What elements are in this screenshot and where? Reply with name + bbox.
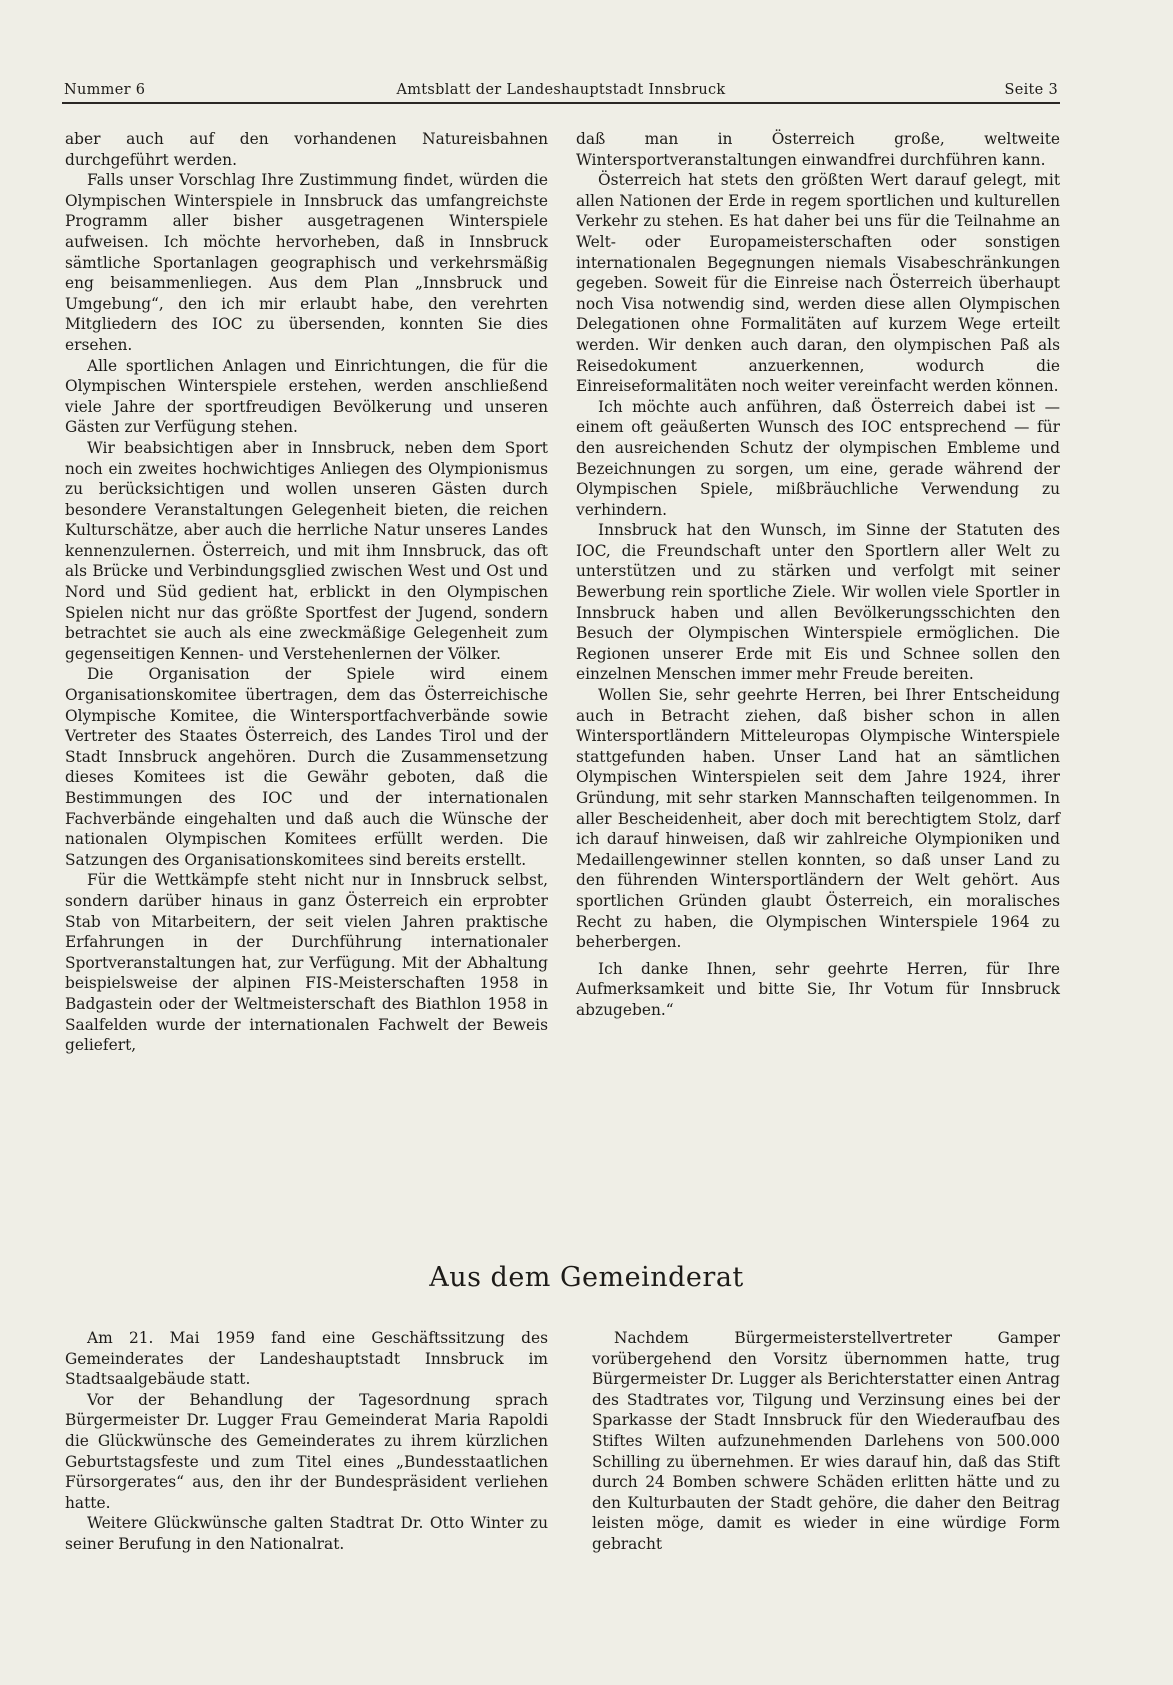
paragraph: daß man in Österreich große, weltweite Wintersportveranstaltungen einwandfrei durchführen kann. [576,130,1060,169]
paragraph: Wir beabsichtigen aber in Innsbruck, neben dem Sport noch ein zweites hochwichtiges Anliegen des Olympionismus zu berücksichtigen und wollen unseren Gästen durch besondere Veranstaltungen Gelegenheit bieten, die reichen Kulturschätze, aber auch die herrliche Natur unseres Landes kennenzulernen. Österreich, und mit ihm Innsbruck, das oft als Brücke und Verbindungsglied zwischen West und Ost und Nord und Süd gedient hat, erblickt in den Olympischen Spielen nicht nur das größte Sportfest der Jugend, sondern betrachtet sie auch als eine zweckmäßige Gelegenheit zum gegenseitigen Kennen- und Verstehenlernen der Völker. [65,438,548,663]
paragraph: Für die Wettkämpfe steht nicht nur in Innsbruck selbst, sondern darüber hinaus in ganz Österreich ein erprobter Stab von Mitarbeitern, der seit vielen Jahren praktische Erfahrungen in der Durchführung internationaler Sportveranstaltungen hat, zur Verfügung. Mit der Abhaltung beispielsweise der alpinen FIS-Meisterschaften 1958 in Badgastein oder der Weltmeisterschaft des Biathlon 1958 in Saalfelden wurde der internationalen Fachwelt der Beweis geliefert, [65,871,548,1055]
page-header [62,80,1060,104]
paragraph: aber auch auf den vorhandenen Natureisbahnen durchgeführt werden. [65,130,548,169]
speech-right-column [576,129,1060,1021]
paragraph: Österreich hat stets den größten Wert darauf gelegt, mit allen Nationen der Erde in regem sportlichen und kulturellen Verkehr zu stehen. Es hat daher bei uns für die Teilnahme an Welt- oder Europameisterschaften oder sonstigen internationalen Begegnungen niemals Visabeschränkungen gegeben. Soweit für die Einreise nach Österreich überhaupt noch Visa notwendig sind, werden diese allen Olympischen Delegationen ohne Formalitäten auf kurzem Wege erteilt werden. Wir denken auch daran, den olympischen Paß als Reisedokument anzuerkennen, wodurch die Einreiseformalitäten noch weiter vereinfacht werden können. [576,171,1060,396]
page-number: Seite 3 [1004,82,1058,98]
council-left-column [65,1328,548,1555]
council-right-column [592,1328,1060,1555]
speech-left-column [65,129,548,1056]
paragraph: Alle sportlichen Anlagen und Einrichtungen, die für die Olympischen Winterspiele erstehen, werden anschließend viele Jahre der sportfreudigen Bevölkerung und unseren Gästen zur Verfügung stehen. [65,356,548,437]
paragraph: Weitere Glückwünsche galten Stadtrat Dr. Otto Winter zu seiner Berufung in den Nationalrat. [65,1514,548,1553]
paragraph: Vor der Behandlung der Tagesordnung sprach Bürgermeister Dr. Lugger Frau Gemeinderat Maria Rapoldi die Glückwünsche des Gemeinderates zu ihrem kürzlichen Geburtstagsfeste und zum Titel eines „Bundesstaatlichen Fürsorgerates“ aus, den ihr der Bundespräsident verliehen hatte. [65,1390,548,1512]
publication-title: Amtsblatt der Landeshauptstadt Innsbruck [396,82,726,98]
paragraph: Ich danke Ihnen, sehr geehrte Herren, für Ihre Aufmerksamkeit und bitte Sie, Ihr Votum für Innsbruck abzugeben.“ [576,959,1060,1019]
issue-number: Nummer 6 [64,82,146,98]
paragraph: Ich möchte auch anführen, daß Österreich dabei ist — einem oft geäußerten Wunsch des IOC entsprechend — für den ausreichenden Schutz der olympischen Embleme und Bezeichnungen zu sorgen, um eine, gerade während der Olympischen Spiele, mißbräuchliche Verwendung zu verhindern. [576,397,1060,519]
paragraph: Nachdem Bürgermeisterstellvertreter Gamper vorübergehend den Vorsitz übernommen hatte, trug Bürgermeister Dr. Lugger als Berichterstatter einen Antrag des Stadtrates vor, Tilgung und Verzinsung eines bei der Sparkasse der Stadt Innsbruck für den Wiederaufbau des Stiftes Wilten aufzunehmenden Darlehens von 500.000 Schilling zu übernehmen. Er wies darauf hin, daß das Stift durch 24 Bomben schwere Schäden erlitten hätte und zu den Kulturbauten der Stadt gehöre, die daher den Beitrag leisten möge, damit es wieder in eine würdige Form gebracht [592,1329,1060,1553]
paragraph: Innsbruck hat den Wunsch, im Sinne der Statuten des IOC, die Freundschaft unter den Sportlern aller Welt zu unterstützen und zu stärken und verfolgt mit seiner Bewerbung rein sportliche Ziele. Wir wollen viele Sportler in Innsbruck haben und allen Bevölkerungsschichten den Besuch der Olympischen Winterspiele ermöglichen. Die Regionen unserer Erde mit Eis und Schnee sollen den einzelnen Menschen immer mehr Freude bereiten. [576,521,1060,684]
paragraph: Die Organisation der Spiele wird einem Organisationskomitee übertragen, dem das Österreichische Olympische Komitee, die Wintersportfachverbände sowie Vertreter des Staates Österreich, des Landes Tirol und der Stadt Innsbruck angehören. Durch die Zusammensetzung dieses Komitees ist die Gewähr geboten, daß die Bestimmungen des IOC und der internationalen Fachverbände eingehalten und daß auch die Wünsche der nationalen Olympischen Komitees erfüllt werden. Die Satzungen des Organisationskomitees sind bereits erstellt. [65,665,548,869]
paragraph: Am 21. Mai 1959 fand eine Geschäftssitzung des Gemeinderates der Landeshauptstadt Innsbruck im Stadtsaalgebäude statt. [65,1329,548,1389]
paragraph: Falls unser Vorschlag Ihre Zustimmung findet, würden die Olympischen Winterspiele in Innsbruck das umfangreichste Programm aller bisher ausgetragenen Winterspiele aufweisen. Ich möchte hervorheben, daß in Innsbruck sämtliche Sportanlagen geographisch und verkehrsmäßig eng beisammenliegen. Aus dem Plan „Innsbruck und Umgebung“, den ich mir erlaubt habe, den verehrten Mitgliedern des IOC zu übersenden, konnten Sie dies ersehen. [65,171,548,354]
paragraph: Wollen Sie, sehr geehrte Herren, bei Ihrer Entscheidung auch in Betracht ziehen, daß bisher schon in allen Wintersportländern Mitteleuropas Olympische Winterspiele stattgefunden haben. Unser Land hat an sämtlichen Olympischen Winterspielen seit dem Jahre 1924, ihrer Gründung, mit sehr starken Mannschaften teilgenommen. In aller Bescheidenheit, aber doch mit berechtigtem Stolz, darf ich darauf hinweisen, daß wir zahlreiche Olympioniken und Medaillengewinner stellen konnten, so daß unser Land zu den führenden Wintersportländern der Welt gehört. Aus sportlichen Gründen glaubt Österreich, ein moralisches Recht zu haben, die Olympischen Winterspiele 1964 zu beherbergen. [576,686,1060,952]
section-title: Aus dem Gemeinderat [429,1262,744,1293]
